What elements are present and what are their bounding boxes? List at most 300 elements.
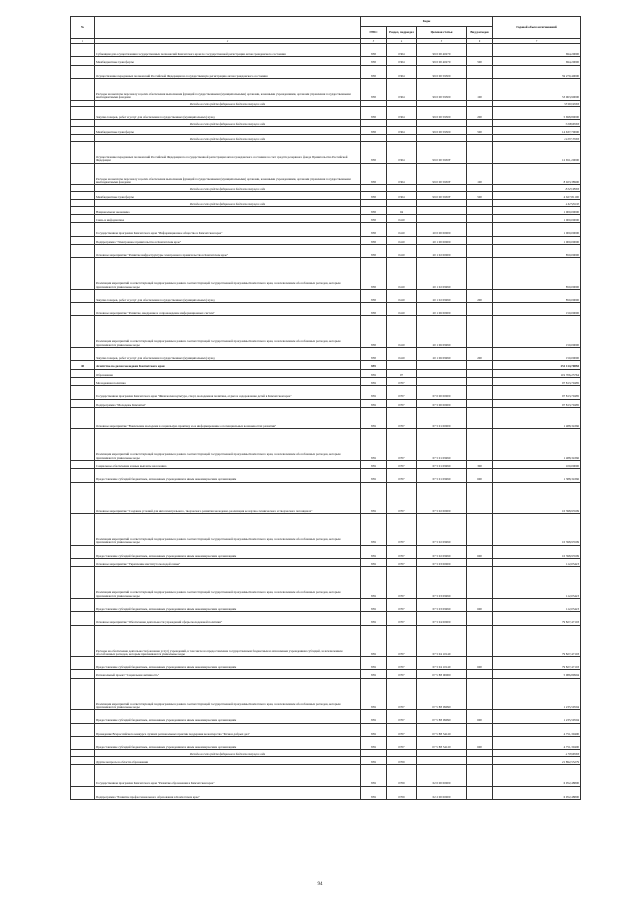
row-grbs: 859 — [361, 678, 387, 710]
row-name: Социальное обеспечение и иные выплаты населению — [95, 461, 361, 469]
row-type — [467, 206, 493, 214]
row-amount: 150,00000 — [493, 316, 581, 348]
row-name: Предоставление субсидий бюджетным, автономным учреждениям и иным некоммерческим организациям — [95, 545, 361, 558]
row-amount: 1 000,00000 — [493, 206, 581, 214]
row-amount: 150,00000 — [493, 348, 581, 361]
table-row — [71, 514, 581, 546]
row-target — [417, 135, 467, 142]
row-amount: 14 637,70000 — [493, 135, 581, 142]
row-name: Другие вопросы в области образования — [95, 756, 361, 764]
subtotal-row — [71, 100, 581, 107]
row-razdel — [387, 200, 417, 207]
row-name: Расходы за счет средств федерального бюджета текущего года — [95, 750, 361, 757]
table-row — [71, 377, 581, 385]
row-razdel: 0304 — [387, 78, 417, 100]
row-grbs: 859 — [361, 756, 387, 764]
row-name: Молодежная политика — [95, 377, 361, 385]
row-type — [467, 258, 493, 290]
row-target: 07 5 E8 09990 — [417, 710, 467, 723]
row-type — [467, 786, 493, 799]
row-type: 100 — [467, 78, 493, 100]
row-razdel: 0410 — [387, 289, 417, 302]
row-type — [467, 316, 493, 348]
row-name: Государственная программа Камчатского края "Физическая культура, спорт, молодежная политика, отдых и оздоровление детей в Камчатском крае" — [95, 386, 361, 399]
col-index: 5 — [417, 39, 467, 44]
row-type — [467, 245, 493, 258]
row-grbs — [361, 200, 387, 207]
row-amount: 59 270,40000 — [493, 65, 581, 78]
row-grbs: 858 — [361, 245, 387, 258]
row-razdel: 0304 — [387, 127, 417, 135]
row-number — [71, 407, 95, 429]
row-type — [467, 612, 493, 625]
row-grbs: 859 — [361, 786, 387, 799]
row-target: 07 5 E8 54120 — [417, 736, 467, 749]
row-target: 07 5 03 09990 — [417, 598, 467, 611]
row-type: 500 — [467, 191, 493, 199]
row-target: 20 1 02 09990 — [417, 258, 467, 290]
row-number — [71, 756, 95, 764]
col-index: 6 — [467, 39, 493, 44]
row-razdel: 0707 — [387, 723, 417, 736]
row-grbs: 859 — [361, 386, 387, 399]
row-amount: 4 627,81100 — [493, 200, 581, 207]
row-number — [71, 657, 95, 670]
row-name: Субвенции для осуществления государственных полномочий Камчатского края по государственной регистрации актов гражданского состояния — [95, 44, 361, 57]
row-razdel: 0304 — [387, 57, 417, 65]
row-grbs: 858 — [361, 303, 387, 316]
row-razdel: 0410 — [387, 245, 417, 258]
row-grbs: 858 — [361, 142, 387, 164]
row-amount: 6 952,48800 — [493, 765, 581, 787]
row-name: Межбюджетные трансферты — [95, 127, 361, 135]
row-grbs: 858 — [361, 65, 387, 78]
row-type — [467, 361, 493, 369]
row-type — [467, 386, 493, 399]
subtotal-row — [71, 120, 581, 127]
row-number — [71, 200, 95, 207]
row-type — [467, 625, 493, 657]
row-name: Закупка товаров, работ и услуг для обеспечения государственных (муниципальных) нужд — [95, 289, 361, 302]
row-amount: 4 751,30400 — [493, 723, 581, 736]
section-row — [71, 361, 581, 369]
row-name: Реализация мероприятий соответствующей подпрограммы в рамках соответствующей государственной программы Камчатского края, за исключением обособленных расходов, которым присваиваются уникальные коды — [95, 258, 361, 290]
row-target: 20 1 06 00000 — [417, 303, 467, 316]
row-type — [467, 429, 493, 461]
table-row — [71, 545, 581, 558]
row-razdel: 0707 — [387, 386, 417, 399]
row-type: 600 — [467, 710, 493, 723]
row-name: Подпрограмма "Электронное правительство в Камчатском крае" — [95, 236, 361, 244]
row-grbs: 858 — [361, 57, 387, 65]
row-grbs: 858 — [361, 78, 387, 100]
row-name: Расходы на выплаты персоналу в целях обеспечения выполнения функций государственными (муниципальными) органами, казенными учреждениями, органами управления государственными внебюджетными фондами — [95, 78, 361, 100]
row-target: 07 5 02 09990 — [417, 514, 467, 546]
row-razdel: 0304 — [387, 107, 417, 120]
row-target: 99 0 00 59300 — [417, 127, 467, 135]
row-target: 20 1 02 00000 — [417, 245, 467, 258]
row-amount: 850,00000 — [493, 289, 581, 302]
row-type — [467, 765, 493, 787]
row-amount: 4 703,80000 — [493, 750, 581, 757]
row-number — [71, 223, 95, 236]
row-type: 200 — [467, 107, 493, 120]
header-razdel: Раздел, подраздел — [387, 27, 417, 39]
row-name: Осуществление переданных полномочий Российской Федерации по государственной регистрации актов гражданского состояния за счет средств резервного фонда Правительства Российской Федерации — [95, 142, 361, 164]
row-target — [417, 185, 467, 192]
row-razdel: 0707 — [387, 461, 417, 469]
row-amount: 112,05423 — [493, 567, 581, 599]
row-razdel — [387, 135, 417, 142]
row-grbs: 858 — [361, 163, 387, 185]
row-razdel: 0410 — [387, 236, 417, 244]
table-body — [71, 44, 581, 800]
row-target — [417, 215, 467, 223]
row-amount: 1 488,34366 — [493, 407, 581, 429]
row-razdel: 0707 — [387, 625, 417, 657]
table-row — [71, 482, 581, 514]
row-number — [71, 100, 95, 107]
row-number — [71, 482, 95, 514]
row-grbs: 858 — [361, 258, 387, 290]
row-target — [417, 750, 467, 757]
row-name: Основное мероприятие "Развитие, внедрение и сопровождение информационных систем" — [95, 303, 361, 316]
row-number — [71, 191, 95, 199]
header-name — [95, 17, 361, 39]
table-row — [71, 78, 581, 100]
row-target: 20 1 06 09990 — [417, 348, 467, 361]
subtotal-row — [71, 750, 581, 757]
row-name: Расходы за счет средств федерального бюджета текущего года — [95, 200, 361, 207]
row-number — [71, 135, 95, 142]
row-target: 99 0 00 59300 — [417, 107, 467, 120]
row-number — [71, 461, 95, 469]
row-name: Предоставление субсидий бюджетным, автономным учреждениям и иным некоммерческим организациям — [95, 598, 361, 611]
row-name: Государственная программа Камчатского края "Развитие образования в Камчатском крае" — [95, 765, 361, 787]
row-type — [467, 559, 493, 567]
row-amount: 850,00000 — [493, 245, 581, 258]
row-number: 40 — [71, 361, 95, 369]
row-razdel — [387, 750, 417, 757]
table-row — [71, 348, 581, 361]
table-row — [71, 678, 581, 710]
row-name: Закупка товаров, работ и услуг для обеспечения государственных (муниципальных) нужд — [95, 107, 361, 120]
row-number — [71, 399, 95, 407]
row-razdel: 0707 — [387, 399, 417, 407]
table-row — [71, 369, 581, 377]
row-target — [417, 369, 467, 377]
row-type: 600 — [467, 598, 493, 611]
row-grbs: 859 — [361, 407, 387, 429]
row-amount: 100,00000 — [493, 461, 581, 469]
row-razdel — [387, 361, 417, 369]
row-number — [71, 206, 95, 214]
table-row — [71, 258, 581, 290]
table-row — [71, 289, 581, 302]
row-name: Расходы за счет средств федерального бюджета текущего года — [95, 135, 361, 142]
row-razdel: 0707 — [387, 710, 417, 723]
row-razdel: 07 — [387, 369, 417, 377]
row-number — [71, 567, 95, 599]
row-grbs: 859 — [361, 765, 387, 787]
row-grbs: 859 — [361, 545, 387, 558]
row-name: Основное мероприятие "Укрепление института молодой семьи" — [95, 559, 361, 567]
subtotal-row — [71, 185, 581, 192]
row-amount: 10 398,93599 — [493, 482, 581, 514]
row-razdel: 0709 — [387, 786, 417, 799]
table-row — [71, 303, 581, 316]
row-name: Реализация мероприятий соответствующей подпрограммы в рамках соответствующей государственной программы Камчатского края, за исключением обособленных расходов, которым присваиваются уникальные коды — [95, 567, 361, 599]
row-number — [71, 514, 95, 546]
row-grbs: 859 — [361, 625, 387, 657]
row-name: Реализация мероприятий соответствующей подпрограммы в рамках соответствующей государственной программы Камчатского края, за исключением обособленных расходов, которым присваиваются уникальные коды — [95, 514, 361, 546]
subtotal-row — [71, 200, 581, 207]
row-target: 99 0 00 59300 — [417, 78, 467, 100]
row-name: Осуществление переданных полномочий Российской Федерации на государственную регистрацию актов гражданского состояния — [95, 65, 361, 78]
row-razdel — [387, 120, 417, 127]
row-target: 99 0 00 40270 — [417, 44, 467, 57]
row-target: 07 5 02 00000 — [417, 482, 467, 514]
row-number — [71, 723, 95, 736]
header-vid: Вид расходов — [467, 27, 493, 39]
row-grbs: 859 — [361, 670, 387, 678]
row-amount: 850,00000 — [493, 258, 581, 290]
row-type — [467, 142, 493, 164]
row-type: 100 — [467, 163, 493, 185]
row-razdel: 0410 — [387, 215, 417, 223]
table-row — [71, 559, 581, 567]
table-row — [71, 612, 581, 625]
row-target: 07 5 04 10140 — [417, 657, 467, 670]
row-amount: 8 023,38900 — [493, 163, 581, 185]
row-razdel: 0707 — [387, 469, 417, 482]
table-row — [71, 236, 581, 244]
row-type — [467, 482, 493, 514]
row-target — [417, 361, 467, 369]
col-index: 2 — [95, 39, 361, 44]
row-type: 600 — [467, 545, 493, 558]
row-name: Основное мероприятие "Создание условий для интеллектуального, творческого развития молодежи, реализация ее научно-технического и творческого потенциала" — [95, 482, 361, 514]
row-type — [467, 407, 493, 429]
row-name: Расходы за счет средств федерального бюджета текущего года — [95, 120, 361, 127]
row-amount: 1 000,00000 — [493, 236, 581, 244]
row-amount: 97 813,70485 — [493, 386, 581, 399]
row-target: 99 0 00 5930F — [417, 191, 467, 199]
header-codes: Коды — [361, 17, 493, 27]
row-amount: 1 235,59594 — [493, 678, 581, 710]
row-razdel: 0707 — [387, 657, 417, 670]
row-type: 300 — [467, 461, 493, 469]
row-grbs: 858 — [361, 44, 387, 57]
row-name: Региональный проект "Социальная активность" — [95, 670, 361, 678]
row-type — [467, 185, 493, 192]
col-index: 3 — [361, 39, 387, 44]
row-number — [71, 786, 95, 799]
table-row — [71, 625, 581, 657]
row-amount: 1 488,34366 — [493, 429, 581, 461]
row-number — [71, 65, 95, 78]
row-name: Агентство по делам молодежи Камчатского края — [95, 361, 361, 369]
budget-table — [70, 16, 581, 800]
row-grbs: 859 — [361, 559, 387, 567]
row-grbs: 859 — [361, 361, 387, 369]
budget-table-page — [70, 16, 580, 800]
row-number — [71, 678, 95, 710]
row-name: Расходы за счет средств федерального бюджета текущего года — [95, 100, 361, 107]
table-row — [71, 127, 581, 135]
table-row — [71, 786, 581, 799]
table-row — [71, 723, 581, 736]
row-target: 07 5 00 00000 — [417, 399, 467, 407]
row-amount: 4 751,30400 — [493, 736, 581, 749]
row-target: 99 0 00 5930F — [417, 163, 467, 185]
row-name: Образование — [95, 369, 361, 377]
row-amount: 119 706,25764 — [493, 369, 581, 377]
row-name: Предоставление субсидий бюджетным, автономным учреждениям и иным некоммерческим организациям — [95, 710, 361, 723]
row-target — [417, 206, 467, 214]
table-row — [71, 765, 581, 787]
row-number — [71, 612, 95, 625]
row-type — [467, 750, 493, 757]
row-name: Закупка товаров, работ и услуг для обеспечения государственных (муниципальных) нужд — [95, 348, 361, 361]
row-target — [417, 100, 467, 107]
row-name: Реализация мероприятий соответствующей подпрограммы в рамках соответствующей государственной программы Камчатского края, за исключением обособленных расходов, которым присваиваются уникальные коды — [95, 678, 361, 710]
row-target: 99 0 00 59300 — [417, 65, 467, 78]
row-amount: 97 813,70485 — [493, 399, 581, 407]
row-type — [467, 44, 493, 57]
row-razdel: 0304 — [387, 142, 417, 164]
row-type — [467, 678, 493, 710]
row-target — [417, 377, 467, 385]
row-amount: 1 000,00000 — [493, 215, 581, 223]
row-amount: 10 398,93599 — [493, 545, 581, 558]
row-razdel: 0707 — [387, 598, 417, 611]
row-target: 07 5 E8 09990 — [417, 678, 467, 710]
row-grbs: 859 — [361, 736, 387, 749]
table-row — [71, 736, 581, 749]
row-razdel: 0707 — [387, 678, 417, 710]
row-amount: 1 000,00000 — [493, 223, 581, 236]
row-type — [467, 65, 493, 78]
row-type — [467, 200, 493, 207]
table-row — [71, 191, 581, 199]
row-number — [71, 386, 95, 399]
row-razdel: 0707 — [387, 670, 417, 678]
row-razdel: 0709 — [387, 756, 417, 764]
row-type — [467, 377, 493, 385]
row-amount: 251 114,70850 — [493, 361, 581, 369]
table-row — [71, 399, 581, 407]
row-razdel: 0410 — [387, 316, 417, 348]
row-number — [71, 303, 95, 316]
row-razdel: 0304 — [387, 44, 417, 57]
row-razdel: 0709 — [387, 765, 417, 787]
row-type: 600 — [467, 469, 493, 482]
row-grbs: 859 — [361, 369, 387, 377]
row-type — [467, 514, 493, 546]
row-name: Предоставление субсидий бюджетным, автономным учреждениям и иным некоммерческим организациям — [95, 469, 361, 482]
row-number — [71, 559, 95, 567]
row-name: Связь и информатика — [95, 215, 361, 223]
row-amount: 10 398,93599 — [493, 514, 581, 546]
row-number — [71, 120, 95, 127]
row-razdel: 0304 — [387, 191, 417, 199]
row-target: 20 1 06 09990 — [417, 316, 467, 348]
row-type — [467, 100, 493, 107]
header-num: № — [71, 17, 95, 39]
row-name: Межбюджетные трансферты — [95, 191, 361, 199]
row-amount: 53 963,90000 — [493, 100, 581, 107]
table-row — [71, 223, 581, 236]
row-grbs: 859 — [361, 399, 387, 407]
row-amount: 53 963,90000 — [493, 78, 581, 100]
header-tsel: Целевая статья — [417, 27, 467, 39]
row-grbs: 859 — [361, 482, 387, 514]
row-target: 99 0 00 5930F — [417, 142, 467, 164]
row-target: 07 5 03 09990 — [417, 567, 467, 599]
table-row — [71, 44, 581, 57]
row-amount: 112,05423 — [493, 559, 581, 567]
row-target: 20 1 02 09990 — [417, 289, 467, 302]
row-number — [71, 289, 95, 302]
row-grbs: 858 — [361, 107, 387, 120]
row-razdel: 0410 — [387, 223, 417, 236]
row-target: 07 5 01 09990 — [417, 461, 467, 469]
row-razdel: 0410 — [387, 258, 417, 290]
row-grbs: 858 — [361, 206, 387, 214]
row-target: 07 5 04 10140 — [417, 625, 467, 657]
table-row — [71, 429, 581, 461]
row-target: 07 5 E8 00000 — [417, 670, 467, 678]
row-grbs: 859 — [361, 461, 387, 469]
row-name: Проведение Всероссийского конкурса лучших региональных практик поддержки волонтерства "Регион добрых дел" — [95, 723, 361, 736]
table-row — [71, 598, 581, 611]
row-razdel: 0707 — [387, 514, 417, 546]
row-target: 99 0 00 40270 — [417, 57, 467, 65]
row-number — [71, 258, 95, 290]
table-row — [71, 670, 581, 678]
row-grbs: 859 — [361, 710, 387, 723]
row-amount: 4 627,81100 — [493, 191, 581, 199]
table-row — [71, 469, 581, 482]
row-name: Расходы за счет средств федерального бюджета текущего года — [95, 185, 361, 192]
row-name: Государственная программа Камчатского края "Информационное общество в Камчатском крае" — [95, 223, 361, 236]
row-number — [71, 163, 95, 185]
row-razdel: 0707 — [387, 429, 417, 461]
row-type: 600 — [467, 736, 493, 749]
row-name: Реализация мероприятий соответствующей подпрограммы в рамках соответствующей государственной программы Камчатского края, за исключением обособленных расходов, которым присваиваются уникальные коды — [95, 429, 361, 461]
row-number — [71, 142, 95, 164]
row-grbs — [361, 750, 387, 757]
table-row — [71, 142, 581, 164]
table-row — [71, 567, 581, 599]
row-number — [71, 598, 95, 611]
header-grbs: ГРБС — [361, 27, 387, 39]
row-target: 20 0 00 00000 — [417, 223, 467, 236]
row-razdel: 0410 — [387, 348, 417, 361]
row-amount: 5 698,80000 — [493, 107, 581, 120]
row-number — [71, 185, 95, 192]
row-type — [467, 369, 493, 377]
row-razdel: 0304 — [387, 163, 417, 185]
row-razdel: 0410 — [387, 303, 417, 316]
row-target: 07 0 00 00000 — [417, 386, 467, 399]
row-amount: 5 986,89994 — [493, 670, 581, 678]
row-type — [467, 215, 493, 223]
row-number — [71, 44, 95, 57]
row-number — [71, 545, 95, 558]
row-number — [71, 107, 95, 120]
